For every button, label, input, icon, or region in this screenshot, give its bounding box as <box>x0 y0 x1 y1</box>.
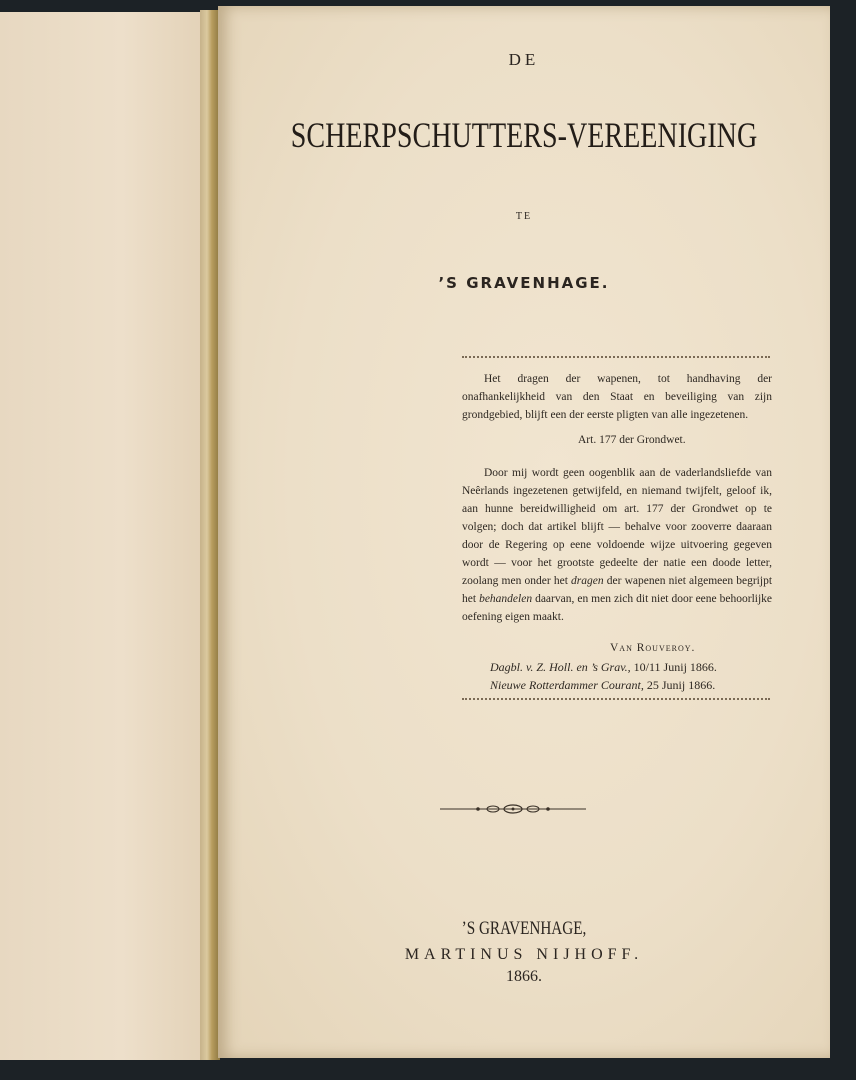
source-1-date: 10/11 Junij 1866. <box>633 660 717 674</box>
top-rule <box>462 356 770 362</box>
imprint-publisher: MARTINUS NIJHOFF. <box>404 946 644 963</box>
source-line-1 <box>490 660 717 675</box>
source-1-title: Dagbl. v. Z. Holl. en ’s Grav., <box>490 660 631 674</box>
quote-rouveroy-part1: Door mij wordt geen oogenblik aan de vaderlandsliefde van Neêrlands ingezetenen getwijfeld, en niemand twijfelt, geloof ik, aan hunne bereidwilligheid om art. 177 der Grondwet op te volgen; doch dat artikel blijft — behalve voor zooverre daaraan door de Regering op eene voldoende wijze uitvoering gegeven wordt — voor het grootste gedeelte der natie een doode letter, zoolang men onder het <box>462 467 772 587</box>
quote-grondwet: Het dragen der wapenen, tot handhaving der onafhankelijkheid van den Staat en beveiliging van zijn grondgebied, blijft een der eerste pligten van alle ingezetenen. <box>462 373 772 421</box>
imprint-year: 1866. <box>506 968 542 985</box>
quote-signature: Van Rouveroy. <box>610 642 696 654</box>
quote-word-dragen: dragen <box>571 575 604 587</box>
title-page <box>218 6 830 1058</box>
quote-rouveroy-part3: daarvan, en men zich dit niet door eene behoorlijke oefening eigen maakt. <box>462 593 773 623</box>
quote-grondwet-citation: Art. 177 der Grondwet. <box>578 434 686 446</box>
quote-word-behandelen: behandelen <box>479 593 533 605</box>
left-page <box>0 12 205 1060</box>
source-2-title: Nieuwe Rotterdammer Courant, <box>490 678 644 692</box>
scroll-ornament-icon <box>438 802 588 816</box>
title-city: ’S GRAVENHAGE. <box>438 274 610 292</box>
title-prefix: DE <box>508 50 540 69</box>
source-2-date: 25 Junij 1866. <box>646 678 716 692</box>
quote-rouveroy <box>462 464 772 626</box>
title-te: TE <box>515 211 533 222</box>
bottom-rule <box>462 698 770 704</box>
book-gutter <box>200 10 220 1060</box>
quote-rouveroy-part2: der wapenen niet algemeen begrijpt het <box>462 575 773 605</box>
source-line-2 <box>490 678 715 693</box>
main-title: SCHERPSCHUTTERS-VEREENIGING <box>290 115 758 155</box>
imprint-city: ’S GRAVENHAGE, <box>461 918 587 939</box>
